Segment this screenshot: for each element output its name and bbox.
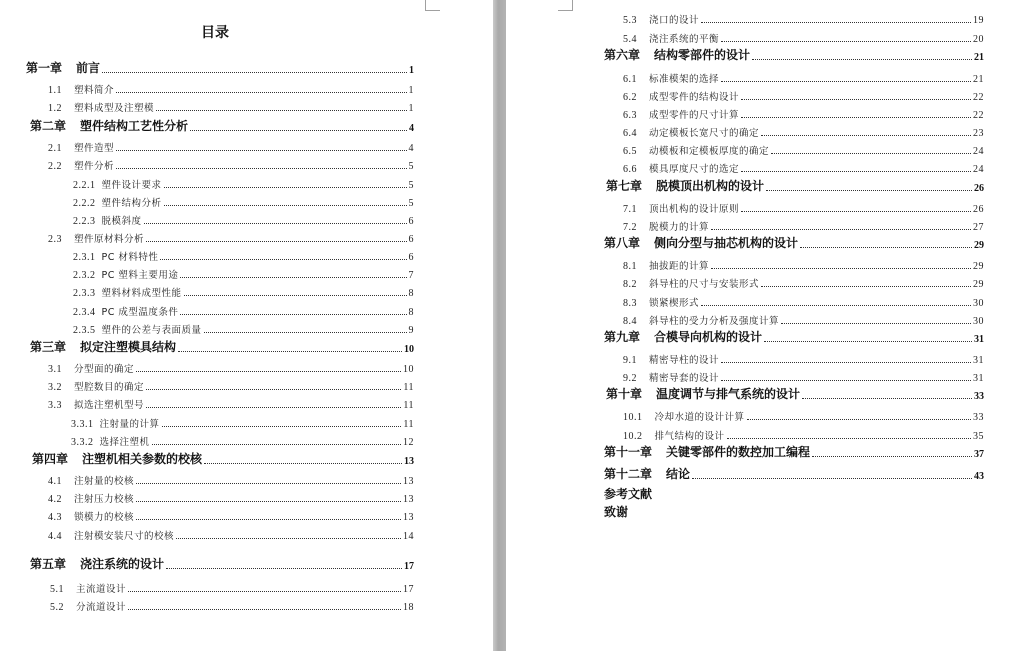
entry-number: 9.1 (623, 355, 637, 366)
entry-page-number: 8 (408, 288, 414, 299)
entry-number: 6.4 (623, 128, 637, 139)
entry-page-number: 26 (973, 204, 984, 215)
entry-title: 排气结构的设计 (654, 431, 725, 442)
entry-page-number: 43 (974, 471, 984, 482)
toc-section-entry[interactable] (623, 256, 984, 272)
entry-title: 拟定注塑模具结构 (80, 340, 177, 354)
entry-leader (116, 168, 406, 169)
toc-section-entry[interactable] (48, 489, 414, 505)
entry-page-number: 31 (973, 355, 984, 366)
entry-number: 第二章 (30, 119, 67, 133)
entry-page-number: 30 (973, 316, 984, 327)
entry-title: 塑件结构分析 (101, 198, 162, 209)
entry-title: 结论 (666, 467, 691, 481)
entry-leader (741, 99, 971, 100)
entry-leader (711, 229, 971, 230)
entry-leader (116, 150, 406, 151)
toc-chapter-entry[interactable] (606, 178, 984, 194)
entry-number: 6.2 (623, 92, 637, 103)
entry-title: 分型面的确定 (74, 364, 135, 375)
entry-number: 8.4 (623, 316, 637, 327)
entry-leader (156, 110, 406, 111)
entry-number: 5.3 (623, 15, 637, 26)
entry-page-number: 20 (973, 34, 984, 45)
entry-title: 冷却水道的设计计算 (654, 412, 745, 423)
entry-leader (136, 483, 401, 484)
entry-title: 成型零件的结构设计 (649, 92, 740, 103)
entry-leader (146, 407, 401, 408)
entry-number: 7.2 (623, 222, 637, 233)
entry-number: 4.3 (48, 512, 62, 523)
entry-number: 5.1 (50, 584, 64, 595)
entry-leader (692, 478, 972, 479)
toc-section-entry[interactable] (48, 80, 414, 96)
entry-page-number: 11 (403, 400, 414, 411)
toc-section-entry[interactable] (623, 123, 984, 139)
entry-number: 6.3 (623, 110, 637, 121)
entry-number: 8.1 (623, 261, 637, 272)
entry-page-number: 6 (408, 234, 414, 245)
toc-section-entry[interactable] (623, 217, 984, 233)
page-corner-mark (425, 0, 440, 11)
toc-section-entry[interactable] (73, 247, 414, 263)
toc-chapter-entry[interactable] (30, 339, 414, 355)
toc-chapter-entry[interactable] (604, 329, 984, 345)
entry-title: 注塑机相关参数的校核 (82, 452, 203, 466)
entry-number: 8.2 (623, 279, 637, 290)
toc-section-entry[interactable] (623, 407, 984, 423)
entry-number: 8.3 (623, 298, 637, 309)
entry-number: 第七章 (606, 179, 643, 193)
entry-page-number: 4 (409, 123, 414, 134)
toc-back-matter-entry[interactable] (604, 504, 628, 520)
entry-leader (701, 22, 971, 23)
entry-page-number: 4 (408, 143, 414, 154)
entry-leader (180, 314, 406, 315)
entry-page-number: 10 (403, 364, 414, 375)
entry-leader (178, 351, 402, 352)
entry-number: 第八章 (604, 236, 641, 250)
toc-section-entry[interactable] (48, 359, 414, 375)
entry-leader (812, 456, 972, 457)
entry-page-number: 17 (404, 561, 414, 572)
entry-title: 塑料材料成型性能 (101, 288, 182, 299)
entry-title: 锁紧楔形式 (649, 298, 700, 309)
toc-section-entry[interactable] (623, 274, 984, 290)
entry-page-number: 13 (404, 456, 414, 467)
entry-page-number: 30 (973, 298, 984, 309)
entry-page-number: 29 (973, 261, 984, 272)
entry-title: 成型零件的尺寸计算 (649, 110, 740, 121)
toc-chapter-entry[interactable] (32, 451, 414, 467)
toc-chapter-entry[interactable] (30, 556, 414, 572)
entry-page-number: 26 (974, 183, 984, 194)
entry-page-number: 5 (408, 198, 414, 209)
entry-leader (152, 444, 401, 445)
entry-title: 关键零部件的数控加工编程 (666, 445, 811, 459)
entry-number: 4.2 (48, 494, 62, 505)
entry-leader (741, 117, 971, 118)
entry-leader (764, 341, 972, 342)
entry-page-number: 6 (408, 252, 414, 263)
page-corner-mark (558, 0, 573, 11)
entry-number: 第九章 (604, 330, 641, 344)
toc-section-entry[interactable] (623, 69, 984, 85)
entry-title: PC 成型温度条件 (101, 307, 179, 318)
toc-chapter-entry[interactable] (30, 118, 414, 134)
entry-page-number: 13 (403, 494, 414, 505)
toc-chapter-entry[interactable] (604, 466, 984, 482)
toc-section-entry[interactable] (73, 283, 414, 299)
entry-page-number: 29 (973, 279, 984, 290)
toc-section-entry[interactable] (48, 156, 414, 172)
toc-section-entry[interactable] (623, 29, 984, 45)
entry-title: 主流道设计 (76, 584, 127, 595)
entry-number: 2.3.1 (73, 252, 96, 263)
entry-title: 注射模安装尺寸的校核 (74, 531, 175, 542)
entry-title: 浇口的设计 (649, 15, 700, 26)
entry-number: 3.3 (48, 400, 62, 411)
entry-title: 塑件设计要求 (101, 180, 162, 191)
entry-leader (166, 568, 402, 569)
entry-leader (727, 438, 971, 439)
entry-leader (761, 286, 971, 287)
entry-leader (781, 323, 971, 324)
entry-number: 2.3.4 (73, 307, 96, 318)
entry-page-number: 14 (403, 531, 414, 542)
entry-number: 10.1 (623, 412, 643, 423)
entry-leader (160, 259, 406, 260)
toc-section-entry[interactable] (73, 193, 414, 209)
entry-page-number: 8 (408, 307, 414, 318)
entry-leader (752, 59, 972, 60)
toc-section-entry[interactable] (48, 98, 414, 114)
entry-number: 3.3.1 (71, 419, 94, 430)
entry-title: 浇注系统的平衡 (649, 34, 720, 45)
entry-title: 斜导柱的尺寸与安装形式 (649, 279, 760, 290)
toc-chapter-entry[interactable] (604, 47, 984, 63)
toc-section-entry[interactable] (48, 471, 414, 487)
toc-section-entry[interactable] (623, 159, 984, 175)
entry-title: 型腔数目的确定 (74, 382, 145, 393)
entry-title: 合模导向机构的设计 (654, 330, 763, 344)
entry-title: 注射压力校核 (74, 494, 135, 505)
entry-leader (184, 295, 407, 296)
entry-title: 脱模顶出机构的设计 (656, 179, 765, 193)
entry-page-number: 12 (403, 437, 414, 448)
entry-leader (180, 277, 406, 278)
entry-title: 拟选注塑机型号 (74, 400, 145, 411)
entry-number: 第三章 (30, 340, 67, 354)
entry-number: 2.2.1 (73, 180, 96, 191)
entry-title: 动模板和定模板厚度的确定 (649, 146, 770, 157)
entry-leader (190, 130, 407, 131)
page-gutter (493, 0, 506, 651)
entry-title: 脱模斜度 (101, 216, 142, 227)
entry-title: 塑件结构工艺性分析 (80, 119, 189, 133)
toc-section-entry[interactable] (48, 138, 414, 154)
entry-leader (164, 187, 407, 188)
toc-section-entry[interactable] (623, 368, 984, 384)
entry-number: 1.1 (48, 85, 62, 96)
entry-leader (721, 380, 971, 381)
entry-title: 浇注系统的设计 (80, 557, 165, 571)
entry-number: 第十二章 (604, 467, 653, 481)
entry-leader (802, 398, 972, 399)
entry-page-number: 13 (403, 476, 414, 487)
entry-leader (741, 211, 971, 212)
entry-leader (136, 519, 401, 520)
entry-title: 塑件造型 (74, 143, 115, 154)
entry-number: 第四章 (32, 452, 69, 466)
entry-page-number: 11 (403, 382, 414, 393)
toc-section-entry[interactable] (623, 350, 984, 366)
entry-leader (116, 92, 406, 93)
entry-number: 7.1 (623, 204, 637, 215)
entry-title: 脱模力的计算 (649, 222, 710, 233)
entry-number: 3.1 (48, 364, 62, 375)
entry-page-number: 22 (973, 92, 984, 103)
entry-leader (800, 247, 972, 248)
entry-leader (128, 591, 401, 592)
entry-leader (102, 72, 407, 73)
entry-number: 第十一章 (604, 445, 653, 459)
entry-title: 前言 (76, 61, 101, 75)
entry-title: 塑料成型及注塑模 (74, 103, 155, 114)
entry-page-number: 5 (408, 180, 414, 191)
entry-page-number: 10 (404, 344, 414, 355)
entry-page-number: 33 (973, 412, 984, 423)
entry-number: 第一章 (26, 61, 63, 75)
toc-section-entry[interactable] (623, 199, 984, 215)
entry-number: 6.6 (623, 164, 637, 175)
toc-chapter-entry[interactable] (604, 444, 984, 460)
entry-page-number: 9 (408, 325, 414, 336)
toc-section-entry[interactable] (71, 432, 414, 448)
entry-number: 2.2 (48, 161, 62, 172)
entry-leader (176, 538, 401, 539)
entry-leader (146, 389, 401, 390)
entry-page-number: 24 (973, 146, 984, 157)
entry-number: 第六章 (604, 48, 641, 62)
entry-number: 3.2 (48, 382, 62, 393)
entry-page-number: 24 (973, 164, 984, 175)
entry-page-number: 11 (403, 419, 414, 430)
entry-page-number: 18 (403, 602, 414, 613)
entry-number: 6.5 (623, 146, 637, 157)
entry-page-number: 17 (403, 584, 414, 595)
entry-number: 2.3.5 (73, 325, 96, 336)
entry-number: 4.4 (48, 531, 62, 542)
entry-number: 2.3.3 (73, 288, 96, 299)
entry-page-number: 22 (973, 110, 984, 121)
toc-section-entry[interactable] (73, 265, 414, 281)
entry-leader (144, 223, 407, 224)
entry-title: 精密导套的设计 (649, 373, 720, 384)
toc-chapter-entry[interactable] (606, 386, 984, 402)
entry-number: 9.2 (623, 373, 637, 384)
entry-page-number: 31 (973, 373, 984, 384)
toc-section-entry[interactable] (73, 211, 414, 227)
entry-title: 侧向分型与抽芯机构的设计 (654, 236, 799, 250)
entry-page-number: 19 (973, 15, 984, 26)
toc-page-left (0, 0, 493, 651)
entry-page-number: 5 (408, 161, 414, 172)
toc-section-entry[interactable] (71, 414, 414, 430)
entry-number: 4.1 (48, 476, 62, 487)
entry-title: 参考文献 (604, 487, 653, 501)
entry-number: 5.2 (50, 602, 64, 613)
entry-leader (711, 268, 971, 269)
entry-page-number: 27 (973, 222, 984, 233)
entry-leader (771, 153, 971, 154)
entry-title: 塑料简介 (74, 85, 115, 96)
entry-title: 模具厚度尺寸的选定 (649, 164, 740, 175)
entry-leader (204, 463, 402, 464)
entry-number: 2.2.3 (73, 216, 96, 227)
entry-leader (741, 171, 971, 172)
toc-section-entry[interactable] (623, 293, 984, 309)
entry-number: 第五章 (30, 557, 67, 571)
toc-section-entry[interactable] (48, 229, 414, 245)
entry-leader (721, 81, 971, 82)
toc-back-matter-entry[interactable] (604, 486, 652, 502)
entry-title: 注射量的校核 (74, 476, 135, 487)
toc-section-entry[interactable] (73, 175, 414, 191)
toc-section-entry[interactable] (623, 141, 984, 157)
entry-page-number: 31 (974, 334, 984, 345)
toc-section-entry[interactable] (48, 395, 414, 411)
entry-title: 塑件分析 (74, 161, 115, 172)
toc-section-entry[interactable] (623, 87, 984, 103)
toc-title: 目录 (201, 25, 229, 41)
entry-page-number: 6 (408, 216, 414, 227)
entry-title: 塑件的公差与表面质量 (101, 325, 202, 336)
entry-title: 选择注塑机 (99, 437, 150, 448)
entry-page-number: 1 (408, 103, 414, 114)
entry-leader (721, 41, 971, 42)
toc-section-entry[interactable] (48, 507, 414, 523)
toc-section-entry[interactable] (73, 302, 414, 318)
entry-leader (128, 609, 401, 610)
entry-page-number: 1 (409, 65, 414, 76)
entry-page-number: 13 (403, 512, 414, 523)
entry-leader (146, 241, 406, 242)
entry-title: PC 塑料主要用途 (101, 270, 179, 281)
entry-number: 5.4 (623, 34, 637, 45)
entry-leader (162, 426, 402, 427)
entry-title: 斜导柱的受力分析及强度计算 (649, 316, 780, 327)
entry-title: 精密导柱的设计 (649, 355, 720, 366)
entry-title: 动定模板长宽尺寸的确定 (649, 128, 760, 139)
toc-page-right (506, 0, 1016, 651)
entry-title: 注射量的计算 (99, 419, 160, 430)
entry-leader (747, 419, 971, 420)
entry-leader (766, 190, 972, 191)
entry-number: 10.2 (623, 431, 643, 442)
entry-title: 分流道设计 (76, 602, 127, 613)
toc-section-entry[interactable] (50, 597, 414, 613)
entry-leader (204, 332, 407, 333)
entry-number: 6.1 (623, 74, 637, 85)
toc-section-entry[interactable] (50, 579, 414, 595)
entry-leader (721, 362, 971, 363)
entry-page-number: 35 (973, 431, 984, 442)
toc-section-entry[interactable] (623, 426, 984, 442)
entry-page-number: 21 (974, 52, 984, 63)
entry-title: 温度调节与排气系统的设计 (656, 387, 801, 401)
entry-number: 2.3 (48, 234, 62, 245)
entry-title: 锁模力的校核 (74, 512, 135, 523)
entry-page-number: 37 (974, 449, 984, 460)
entry-title: 顶出机构的设计原则 (649, 204, 740, 215)
entry-number: 2.2.2 (73, 198, 96, 209)
entry-leader (136, 371, 401, 372)
entry-number: 第十章 (606, 387, 643, 401)
entry-title: 结构零部件的设计 (654, 48, 751, 62)
entry-title: 标准模架的选择 (649, 74, 720, 85)
entry-title: PC 材料特性 (101, 252, 159, 263)
entry-number: 1.2 (48, 103, 62, 114)
entry-leader (164, 205, 407, 206)
entry-page-number: 29 (974, 240, 984, 251)
entry-number: 2.3.2 (73, 270, 96, 281)
toc-chapter-entry[interactable] (26, 60, 414, 76)
toc-section-entry[interactable] (623, 311, 984, 327)
toc-section-entry[interactable] (623, 10, 984, 26)
entry-title: 抽拔距的计算 (649, 261, 710, 272)
entry-title: 塑件原材料分析 (74, 234, 145, 245)
entry-page-number: 33 (974, 391, 984, 402)
entry-title: 致谢 (604, 505, 629, 519)
toc-section-entry[interactable] (73, 320, 414, 336)
entry-leader (701, 305, 971, 306)
entry-number: 2.1 (48, 143, 62, 154)
entry-number: 3.3.2 (71, 437, 94, 448)
entry-page-number: 1 (408, 85, 414, 96)
entry-leader (761, 135, 971, 136)
entry-leader (136, 501, 401, 502)
toc-section-entry[interactable] (623, 105, 984, 121)
entry-page-number: 7 (408, 270, 414, 281)
entry-page-number: 23 (973, 128, 984, 139)
toc-section-entry[interactable] (48, 377, 414, 393)
toc-section-entry[interactable] (48, 526, 414, 542)
entry-page-number: 21 (973, 74, 984, 85)
toc-chapter-entry[interactable] (604, 235, 984, 251)
